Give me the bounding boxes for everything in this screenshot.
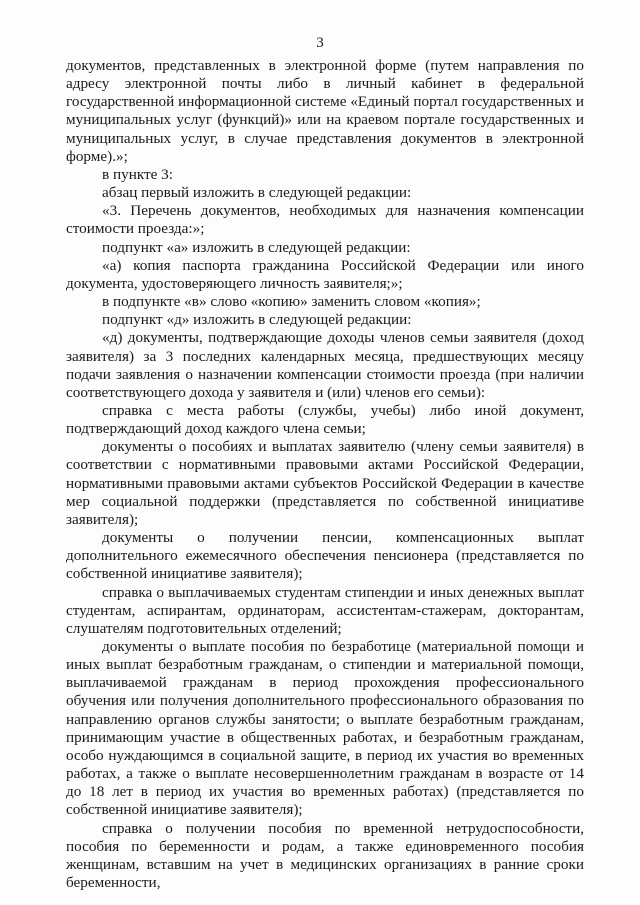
paragraph: абзац первый изложить в следующей редакции: — [102, 184, 412, 202]
paragraph: справка о выплачиваемых студентам стипендии и иных денежных выплат студентам, аспирантам, ординаторам, ассистентам-стажерам, докторантам, слушателям подготовительных отделений; — [66, 583, 584, 637]
paragraph: «д) документы, подтверждающие доходы членов семьи заявителя (доход заявителя) за 3 последних календарных месяца, предшествующих месяцу подачи заявления о назначении компенсации стоимости проезда (при наличии соответствующего дохода у заявителя и (или) членов его семьи): — [66, 329, 584, 401]
paragraph: справка о получении пособия по временной нетрудоспособности, пособия по беременности и родам, а также единовременного пособия женщинам, вставшим на учет в медицинских организациях в ранние сроки беременности, — [66, 819, 584, 892]
paragraph: документы о получении пенсии, компенсационных выплат дополнительного ежемесячного обеспечения пенсионера (представляется по собственной инициативе заявителя); — [66, 529, 584, 583]
paragraph: документов, представленных в электронной форме (путем направления по адресу электронной почты либо в личный кабинет в федеральной государственной информационной системе «Единый портал государственных и муниципальных услуг (функций)» или на краевом портале государственных и муниципальных услуг, в случае представления документов в электронной форме).»; — [66, 57, 584, 165]
paragraph: в подпункте «в» слово «копию» заменить словом «копия»; — [102, 293, 481, 311]
page-number: 3 — [316, 35, 324, 51]
paragraph: документы о выплате пособия по безработице (материальной помощи и иных выплат безработным гражданам, о стипендии и материальной помощи, выплачиваемой гражданам в период прохождения профессионального обучения или получения дополнительного профессионального образования по направлению органов службы занятости; о выплате безработным гражданам, принимающим участие в общественных работах, и безработным гражданам, особо нуждающимся в социальной защите, в период их участия во временных работах, а также о выплате несовершеннолетним гражданам в возрасте от 14 до 18 лет в период их участия во временных работах) (представляется по собственной инициативе заявителя); — [66, 638, 584, 819]
paragraph: в пункте 3: — [102, 165, 173, 183]
paragraph: «3. Перечень документов, необходимых для назначения компенсации стоимости проезда:»; — [66, 202, 584, 238]
paragraph: справка с места работы (службы, учебы) либо иной документ, подтверждающий доход каждого члена семьи; — [66, 401, 584, 438]
document-body — [66, 57, 584, 892]
paragraph: подпункт «а» изложить в следующей редакции: — [102, 238, 411, 256]
paragraph: документы о пособиях и выплатах заявителю (члену семьи заявителя) в соответствии с нормативными правовыми актами Российской Федерации, нормативными правовыми актами субъектов Российской Федерации в качестве мер социальной поддержки (представляется по собственной инициативе заявителя); — [66, 438, 584, 528]
paragraph: подпункт «д» изложить в следующей редакции: — [102, 311, 412, 329]
paragraph: «а) копия паспорта гражданина Российской Федерации или иного документа, удостоверяющего личность заявителя;»; — [66, 256, 584, 292]
